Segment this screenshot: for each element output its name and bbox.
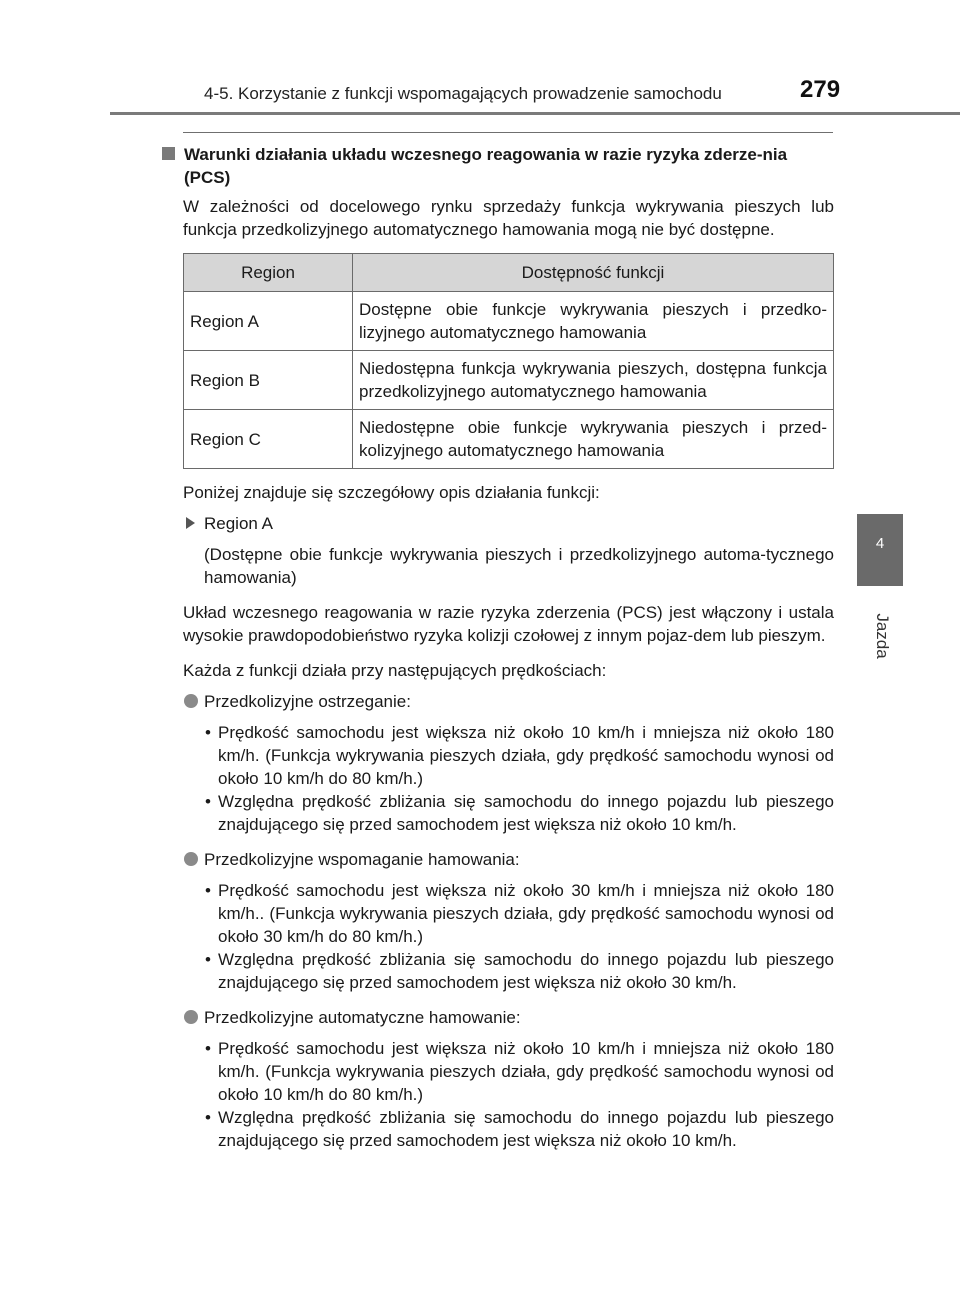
list-item <box>162 1037 834 1106</box>
details-lead: Poniżej znajduje się szczegółowy opis działania funkcji: <box>183 483 600 502</box>
bullet-glyph: • <box>205 792 211 811</box>
table-cell-region: Region C <box>184 410 353 469</box>
table-cell-availability: Dostępne obie funkcje wykrywania pieszych i przedko-lizyjnego automatycznego hamowania <box>353 292 834 351</box>
list-item-text: Prędkość samochodu jest większa niż około 10 km/h i mniejsza niż około 180 km/h. (Funkcja wykrywania pieszych działa, gdy prędkość samochodu wynosi od około 10 km/h do 80 km/h.) <box>218 1039 834 1104</box>
list-item-text: Względna prędkość zbliżania się samochodu do innego pojazdu lub pieszego znajdującego się przed samochodem jest większa niż około 30 km/h. <box>218 950 834 992</box>
section-divider <box>183 132 833 133</box>
circle-bullet-icon <box>184 1010 198 1024</box>
section-heading-text: Warunki działania układu wczesnego reagowania w razie ryzyka zderze-nia (PCS) <box>184 145 788 187</box>
table-header-region: Region <box>184 254 353 292</box>
bullet-glyph: • <box>205 1039 211 1058</box>
table-cell-region: Region A <box>184 292 353 351</box>
chapter-header: 4-5. Korzystanie z funkcji wspomagających prowadzenie samochodu <box>204 84 722 103</box>
function-conditions <box>162 721 834 836</box>
chapter-tab-label: Jazda <box>873 613 892 659</box>
availability-table <box>183 253 834 469</box>
function-conditions <box>162 1037 834 1152</box>
list-item-text: Prędkość samochodu jest większa niż około 10 km/h i mniejsza niż około 180 km/h. (Funkcja wykrywania pieszych działa, gdy prędkość samochodu wynosi od około 10 km/h do 80 km/h.) <box>218 723 834 788</box>
list-item <box>162 721 834 790</box>
table-row <box>184 292 834 351</box>
table-cell-availability: Niedostępna funkcja wykrywania pieszych, dostępna funkcja przedkolizyjnego automatycznego hamowania <box>353 351 834 410</box>
table-header-availability: Dostępność funkcji <box>353 254 834 292</box>
triangle-arrow-icon <box>186 517 195 529</box>
section-intro: W zależności od docelowego rynku sprzedaży funkcja wykrywania pieszych lub funkcja przedkolizyjnego automatycznego hamowania mogą nie być dostępne. <box>183 197 834 239</box>
header-divider <box>110 112 960 115</box>
function-title: Przedkolizyjne ostrzeganie: <box>204 692 411 711</box>
region-item <box>162 512 834 535</box>
list-item-text: Prędkość samochodu jest większa niż około 30 km/h i mniejsza niż około 180 km/h.. (Funkcja wykrywania pieszych działa, gdy prędkość samochodu wynosi od około 30 km/h do 80 km/h.) <box>218 881 834 946</box>
function-item <box>162 848 834 871</box>
system-paragraph: Układ wczesnego reagowania w razie ryzyka zderzenia (PCS) jest włączony i ustala wysokie prawdopodobieństwo ryzyka kolizji czołowej z innym pojaz-dem lub pieszym. <box>183 603 834 645</box>
region-note: (Dostępne obie funkcje wykrywania pieszych i przedkolizyjnego automa-tycznego hamowania) <box>204 545 834 587</box>
square-bullet-icon <box>162 147 175 160</box>
function-item <box>162 690 834 713</box>
bullet-glyph: • <box>205 881 211 900</box>
chapter-tab[interactable] <box>857 514 903 586</box>
bullet-glyph: • <box>205 950 211 969</box>
list-item <box>162 879 834 948</box>
function-title: Przedkolizyjne automatyczne hamowanie: <box>204 1008 521 1027</box>
circle-bullet-icon <box>184 852 198 866</box>
function-conditions <box>162 879 834 994</box>
page-number: 279 <box>800 76 841 103</box>
speeds-lead: Każda z funkcji działa przy następujących prędkościach: <box>183 661 607 680</box>
circle-bullet-icon <box>184 694 198 708</box>
list-item <box>162 790 834 836</box>
chapter-tab-number: 4 <box>875 535 885 552</box>
table-cell-availability: Niedostępne obie funkcje wykrywania pieszych i przed-kolizyjnego automatycznego hamowania <box>353 410 834 469</box>
list-item <box>162 948 834 994</box>
bullet-glyph: • <box>205 1108 211 1127</box>
page-content <box>162 143 834 1164</box>
table-cell-region: Region B <box>184 351 353 410</box>
section-heading <box>162 143 834 189</box>
bullet-glyph: • <box>205 723 211 742</box>
list-item-text: Względna prędkość zbliżania się samochodu do innego pojazdu lub pieszego znajdującego się przed samochodem jest większa niż około 10 km/h. <box>218 792 834 834</box>
function-title: Przedkolizyjne wspomaganie hamowania: <box>204 850 520 869</box>
table-header-row <box>184 254 834 292</box>
function-item <box>162 1006 834 1029</box>
list-item-text: Względna prędkość zbliżania się samochodu do innego pojazdu lub pieszego znajdującego się przed samochodem jest większa niż około 10 km/h. <box>218 1108 834 1150</box>
table-row <box>184 410 834 469</box>
table-row <box>184 351 834 410</box>
region-item-label: Region A <box>204 514 273 533</box>
list-item <box>162 1106 834 1152</box>
